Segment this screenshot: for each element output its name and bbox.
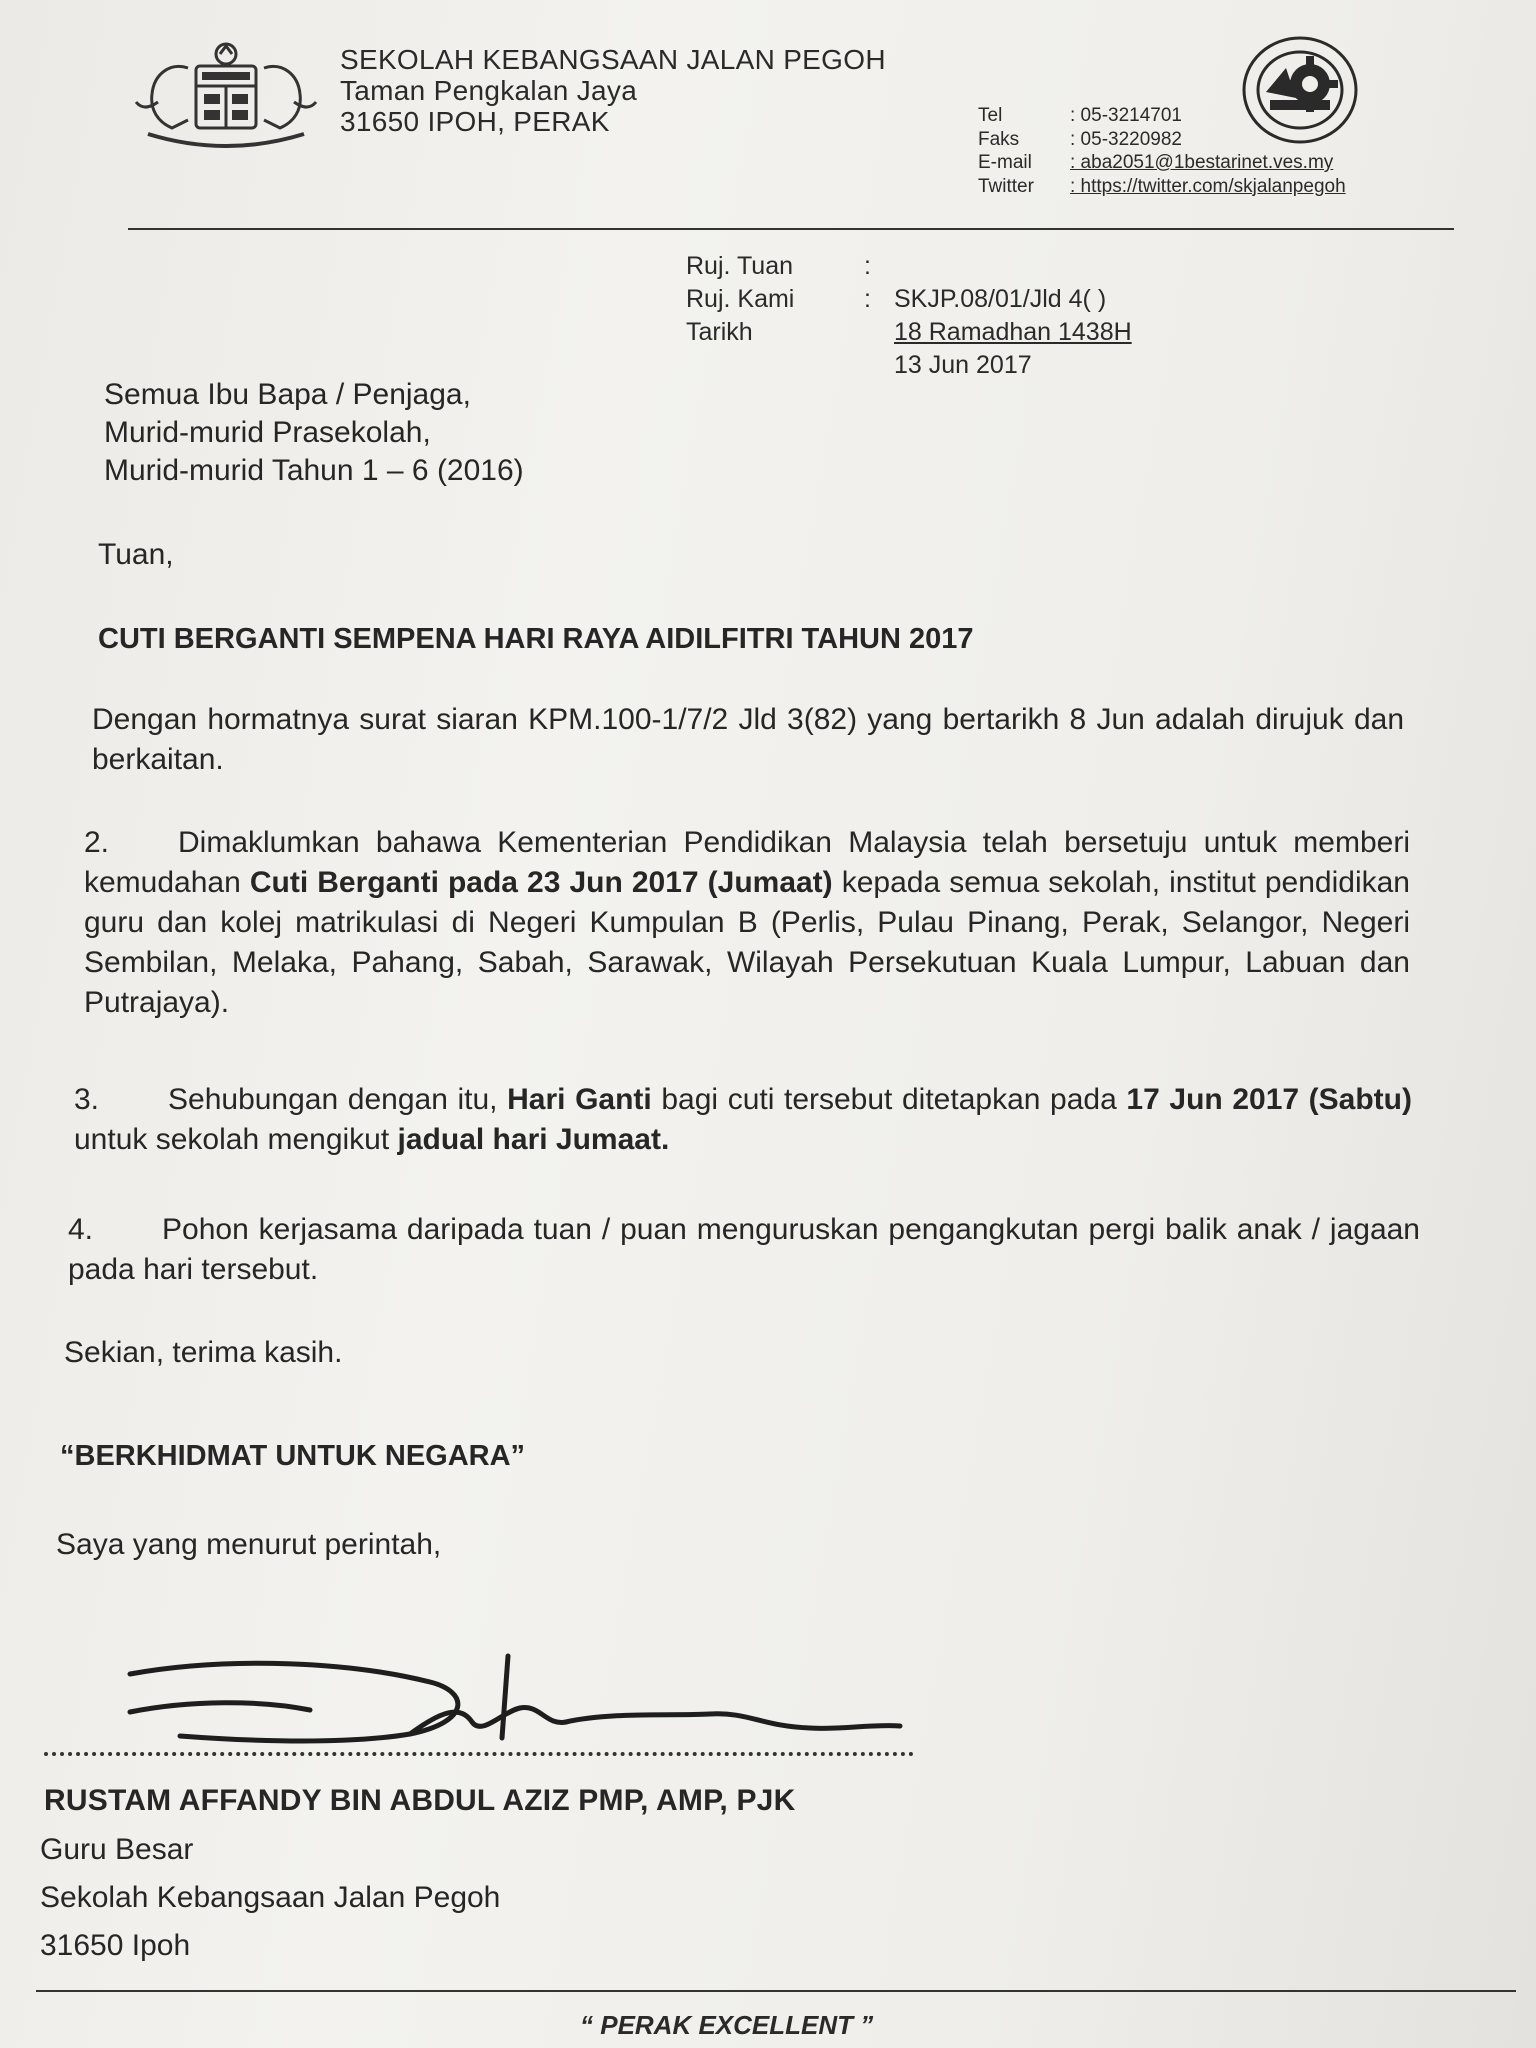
contact-value: : aba2051@1bestarinet.ves.my — [1070, 152, 1334, 173]
reference-label — [686, 349, 864, 382]
reference-value — [894, 250, 1132, 283]
paragraph-text: bagi cuti tersebut ditetapkan pada — [651, 1083, 1127, 1116]
reference-sep — [864, 349, 894, 382]
motto: “BERKHIDMAT UNTUK NEGARA” — [60, 1440, 526, 1472]
footer-slogan: “ PERAK EXCELLENT ” — [580, 2010, 874, 2040]
salutation: Tuan, — [98, 538, 174, 571]
contact-row-email — [978, 151, 1346, 175]
reference-sep: : — [864, 285, 871, 313]
reference-sep: : — [864, 252, 871, 280]
signature-line — [44, 1752, 914, 1756]
closing-line: Sekian, terima kasih. — [64, 1336, 343, 1369]
paragraph-text: kepada semua sekolah, institut pendidikan guru dan kolej matrikulasi di Negeri Kumpulan B (Perlis, Pulau Pinang, Perak, Selangor, Negeri Sembilan, Melaka, Pahang, Sabah, Sarawak, Wilayah Persekutuan Kuala Lumpur, Labuan dan Putrajaya). — [84, 866, 1410, 1019]
reference-row — [686, 316, 1132, 349]
reference-row — [686, 349, 1132, 382]
contact-value: : 05-3220982 — [1070, 128, 1182, 150]
paragraph-bold-text: Hari Ganti — [507, 1083, 652, 1116]
paragraph-bold-text: Cuti Berganti pada 23 Jun 2017 (Jumaat) — [249, 866, 833, 899]
reference-value: SKJP.08/01/Jld 4( ) — [894, 285, 1107, 313]
signatory-city: 31650 Ipoh — [40, 1929, 191, 1962]
contact-row-fax — [978, 128, 1346, 152]
header-divider — [128, 228, 1454, 230]
paragraph-bold-text: jadual hari Jumaat. — [397, 1123, 670, 1156]
sign-off: Saya yang menurut perintah, — [56, 1528, 442, 1561]
school-name: SEKOLAH KEBANGSAAN JALAN PEGOH — [340, 44, 886, 75]
signatory-name: RUSTAM AFFANDY BIN ABDUL AZIZ PMP, AMP, PJK — [44, 1784, 796, 1817]
reference-block — [686, 250, 1132, 382]
signatory-org: Sekolah Kebangsaan Jalan Pegoh — [40, 1881, 501, 1914]
contact-label: Faks — [978, 128, 1020, 150]
recipient-line: Semua Ibu Bapa / Penjaga, — [104, 378, 471, 411]
recipient-block — [104, 376, 524, 490]
school-address-2: 31650 IPOH, PERAK — [340, 106, 610, 137]
contact-row-tel — [978, 104, 1346, 128]
reference-row — [686, 283, 1132, 316]
paragraph-3 — [74, 1080, 1412, 1160]
contact-label: E-mail — [978, 152, 1032, 173]
paragraph-4 — [68, 1210, 1420, 1290]
reference-value: 13 Jun 2017 — [894, 351, 1032, 379]
recipient-line: Murid-murid Tahun 1 – 6 (2016) — [104, 454, 524, 487]
contact-label: Twitter — [978, 175, 1034, 197]
paragraph-number: 3. — [74, 1083, 100, 1116]
school-header — [340, 44, 886, 137]
contact-label: Tel — [978, 105, 1003, 126]
school-address-1: Taman Pengkalan Jaya — [340, 75, 638, 106]
reference-label: Tarikh — [686, 318, 753, 346]
letter-subject: CUTI BERGANTI SEMPENA HARI RAYA AIDILFITRI TAHUN 2017 — [98, 623, 974, 655]
contact-value: : https://twitter.com/skjalanpegoh — [1070, 175, 1346, 197]
paragraph-1: Dengan hormatnya surat siaran KPM.100-1/7/2 Jld 3(82) yang bertarikh 8 Jun adalah dirujuk dan berkaitan. — [92, 703, 1404, 776]
reference-row — [686, 250, 1132, 283]
paragraph-bold-text: 17 Jun 2017 (Sabtu) — [1126, 1083, 1412, 1116]
paragraph-text: Pohon kerjasama daripada tuan / puan menguruskan pengangkutan pergi balik anak / jagaan pada hari tersebut. — [68, 1213, 1420, 1286]
paragraph-number: 4. — [68, 1213, 94, 1246]
reference-label: Ruj. Tuan — [686, 252, 794, 280]
paragraph-text: untuk sekolah mengikut — [74, 1123, 398, 1156]
paragraph-text: Sehubungan dengan itu, — [168, 1083, 508, 1116]
signatory-title: Guru Besar — [40, 1833, 194, 1866]
paragraph-number: 2. — [84, 826, 110, 859]
reference-label: Ruj. Kami — [686, 285, 795, 313]
reference-sep — [864, 316, 894, 349]
contact-row-twitter — [978, 175, 1346, 199]
contact-value: : 05-3214701 — [1070, 105, 1182, 126]
paragraph-2 — [84, 823, 1410, 1023]
signatory-details — [40, 1826, 500, 1970]
coat-of-arms-icon — [128, 38, 324, 148]
reference-value: 18 Ramadhan 1438H — [894, 318, 1132, 346]
recipient-line: Murid-murid Prasekolah, — [104, 416, 431, 449]
paragraph-text: Dimaklumkan bahawa Kementerian Pendidikan Malaysia telah bersetuju untuk memberi kemudahan — [84, 826, 1410, 899]
footer-divider — [36, 1990, 1516, 1992]
contact-block — [978, 104, 1346, 198]
